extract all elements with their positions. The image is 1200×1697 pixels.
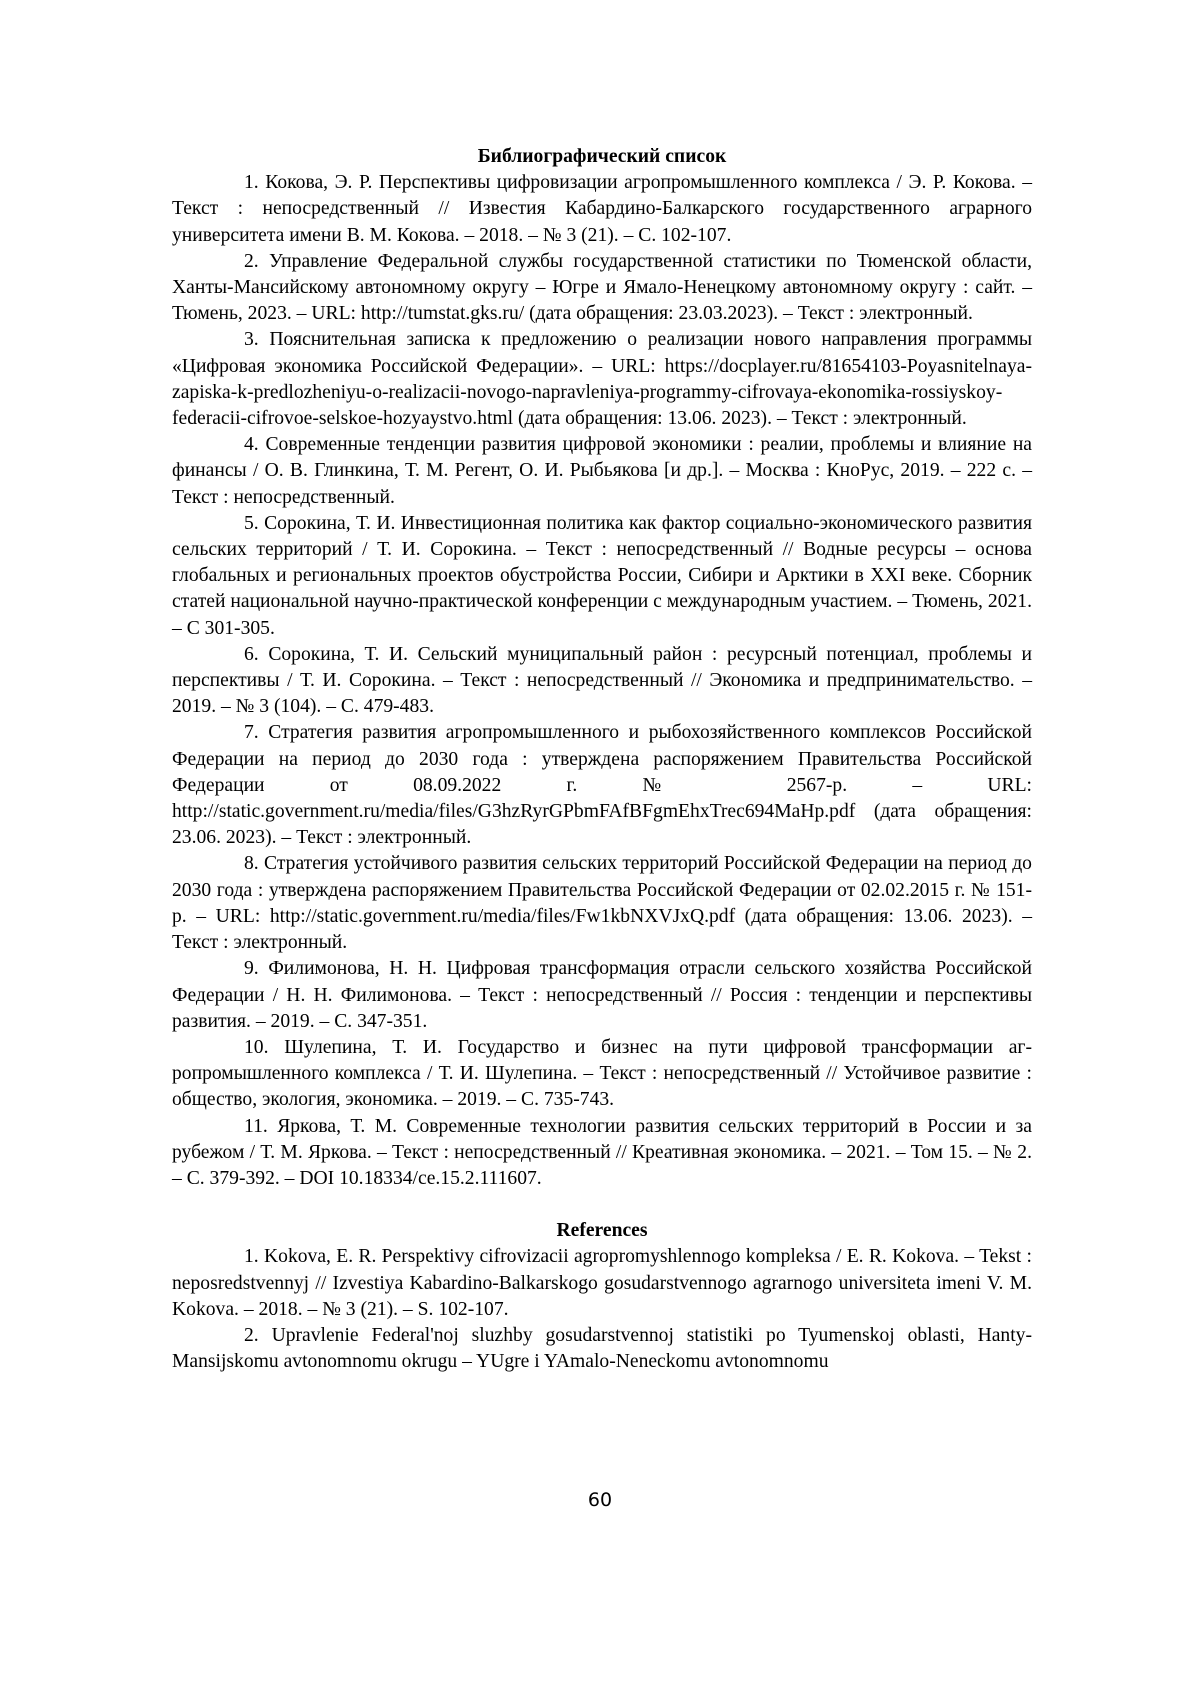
bibliography-entry-3 xyxy=(172,327,1032,432)
entry-text: Kokova, E. R. Perspektivy cifrovizacii agropromyshlennogo kompleksa / E. R. Kokova. – Tekst : neposredstvennyj // Izvestiya Kabardino-Balkarskogo gosudarstvennogo agrarnogo universiteta imeni V. M. Kokova. – 2018. – № 3 (21). – S. 102-107. xyxy=(172,1246,1032,1320)
references-heading: References xyxy=(556,1220,648,1242)
entry-text: Шулепина, Т. И. Государство и бизнес на пути цифровой трансформации агропромышленного комплекса / Т. И. Шулепина. – Текст : непосредственный // Устойчивое развитие : общество, экология, экономика. – 2019. – С. 735-743. xyxy=(172,1036,1032,1111)
bibliography-entry-7 xyxy=(172,720,1032,851)
bibliography-heading: Библиографический список xyxy=(477,146,727,167)
bibliography-entry-8 xyxy=(172,851,1032,956)
entry-text: Современные тенденции развития цифровой экономики : реалии, проблемы и влияние на финансы / О. В. Глинкина, Т. М. Регент, О. И. Рыбьякова [и др.]. – Москва : КноРус, 2019. – 222 с. – Текст : непосредственный. xyxy=(172,434,1033,508)
reference-entry-1 xyxy=(172,1244,1032,1323)
entry-text: Кокова, Э. Р. Перспективы цифровизации агропромышленного комплекса / Э. Р. Кокова. – Текст : непосредственный // Известия Кабардино-Балкарского государственного аграрного университета имени В. М. Кокова. – 2018. – № 3 (21). – С. 102-107. xyxy=(172,172,1032,246)
entry-number: 10. xyxy=(244,1036,269,1058)
entry-text: Upravlenie Federal'noj sluzhby gosudarstvennoj statistiki po Tyumenskoj oblasti, Hanty-Mansijskomu avtonomnomu okrugu – YUgre i YAmalo-Neneckomu avtonomnomu xyxy=(172,1324,1032,1373)
entry-number: 8. xyxy=(244,853,259,875)
bibliography-entry-4 xyxy=(172,432,1032,511)
entry-text: Управление Федеральной службы государственной статистики по Тюменской области, Ханты-Мансийскому автономному округу – Югре и Ямало-Ненецкому автономному округу : сайт. – Тюмень, 2023. – URL: http://tumstat.gks.ru/ (дата обращения: 23.03.2023). – Текст : электронный. xyxy=(172,250,1032,325)
entry-number: 2. xyxy=(244,250,259,272)
reference-entry-2 xyxy=(172,1323,1032,1375)
entry-number: 3. xyxy=(244,329,259,351)
entry-number: 11. xyxy=(244,1115,268,1137)
entry-text: Сорокина, Т. И. Сельский муниципальный район : ресурсный потенциал, проблемы и перспективы / Т. И. Сорокина. – Текст : непосредственный // Экономика и предпринимательство. – 2019. – № 3 (104). – С. 479-483. xyxy=(172,643,1032,718)
entry-text: Яркова, Т. М. Современные технологии развития сельских территорий в России и за рубежом / Т. М. Яркова. – Текст : непосредственный // Креативная экономика. – 2021. – Том 15. – № 2. – С. 379-392. – DOI 10.18334/ce.15.2.111607. xyxy=(172,1115,1032,1189)
entry-number: 9. xyxy=(244,958,259,980)
page-content xyxy=(172,144,1032,1375)
entry-number: 7. xyxy=(244,722,259,744)
bibliography-entry-10 xyxy=(172,1035,1032,1114)
entry-text: Сорокина, Т. И. Инвестиционная политика как фактор социально-экономического развития сельских территорий / Т. И. Сорокина. – Текст : непосредственный // Водные ресурсы – основа глобальных и региональных проектов обустройства России, Сибири и Арктики в XXI веке. Сборник статей национальной научно-практической конференции с международным участием. – Тюмень, 2021. – С 301-305. xyxy=(172,512,1032,639)
bibliography-entry-11 xyxy=(172,1114,1032,1193)
page-number: 60 xyxy=(587,1489,613,1511)
bibliography-entry-2 xyxy=(172,249,1032,328)
entry-number: 4. xyxy=(244,434,259,456)
entry-text: Стратегия устойчивого развития сельских территорий Российской Федерации на период до 2030 года : утверждена распоряжением Правительства Российской Федерации от 02.02.2015 г. № 151-р. – URL: http://static.government.ru/media/files/Fw1kbNXVJxQ.pdf (дата обращения: 13.06. 2023). – Текст : электронный. xyxy=(172,853,1032,954)
bibliography-entry-6 xyxy=(172,642,1032,721)
entry-text: Стратегия развития агропромышленного и рыбохозяйственного комплексов Российской Федерации на период до 2030 года : утверждена распоряжением Правительства Российской Федерации от 08.09.2022 г. № 2567-р. – URL: http://static.government.ru/media/files/G3hzRyrGPbmFAfBFgmEhxTrec694MaHp.pdf (дата обращения: 23.06. 2023). – Текст : электронный. xyxy=(172,722,1032,849)
bibliography-entry-9 xyxy=(172,956,1032,1035)
entry-text: Пояснительная записка к предложению о реализации нового направления программы «Цифровая экономика Российской Федерации». – URL: https://docplayer.ru/81654103-Poyasnitelnaya-zapiska-k-predlozheniyu-o-realizacii-novogo-napravleniya-programmy-cifrovaya-ekonomika-rossiyskoy-federacii-cifrovoe-selskoe-hozyaystvo.html (дата обращения: 13.06. 2023). – Текст : электронный. xyxy=(172,329,1033,430)
entry-number: 2. xyxy=(244,1324,259,1346)
entry-number: 1. xyxy=(244,1246,259,1268)
entry-text: Филимонова, Н. Н. Цифровая трансформация отрасли сельского хозяйства Российской Федерации / Н. Н. Филимонова. – Текст : непосредственный // Россия : тенденции и перспективы развития. – 2019. – С. 347-351. xyxy=(172,958,1032,1032)
entry-number: 5. xyxy=(244,512,259,534)
bibliography-entry-1 xyxy=(172,170,1032,249)
bibliography-entry-5 xyxy=(172,511,1032,642)
entry-number: 1. xyxy=(244,172,259,194)
entry-number: 6. xyxy=(244,643,259,665)
